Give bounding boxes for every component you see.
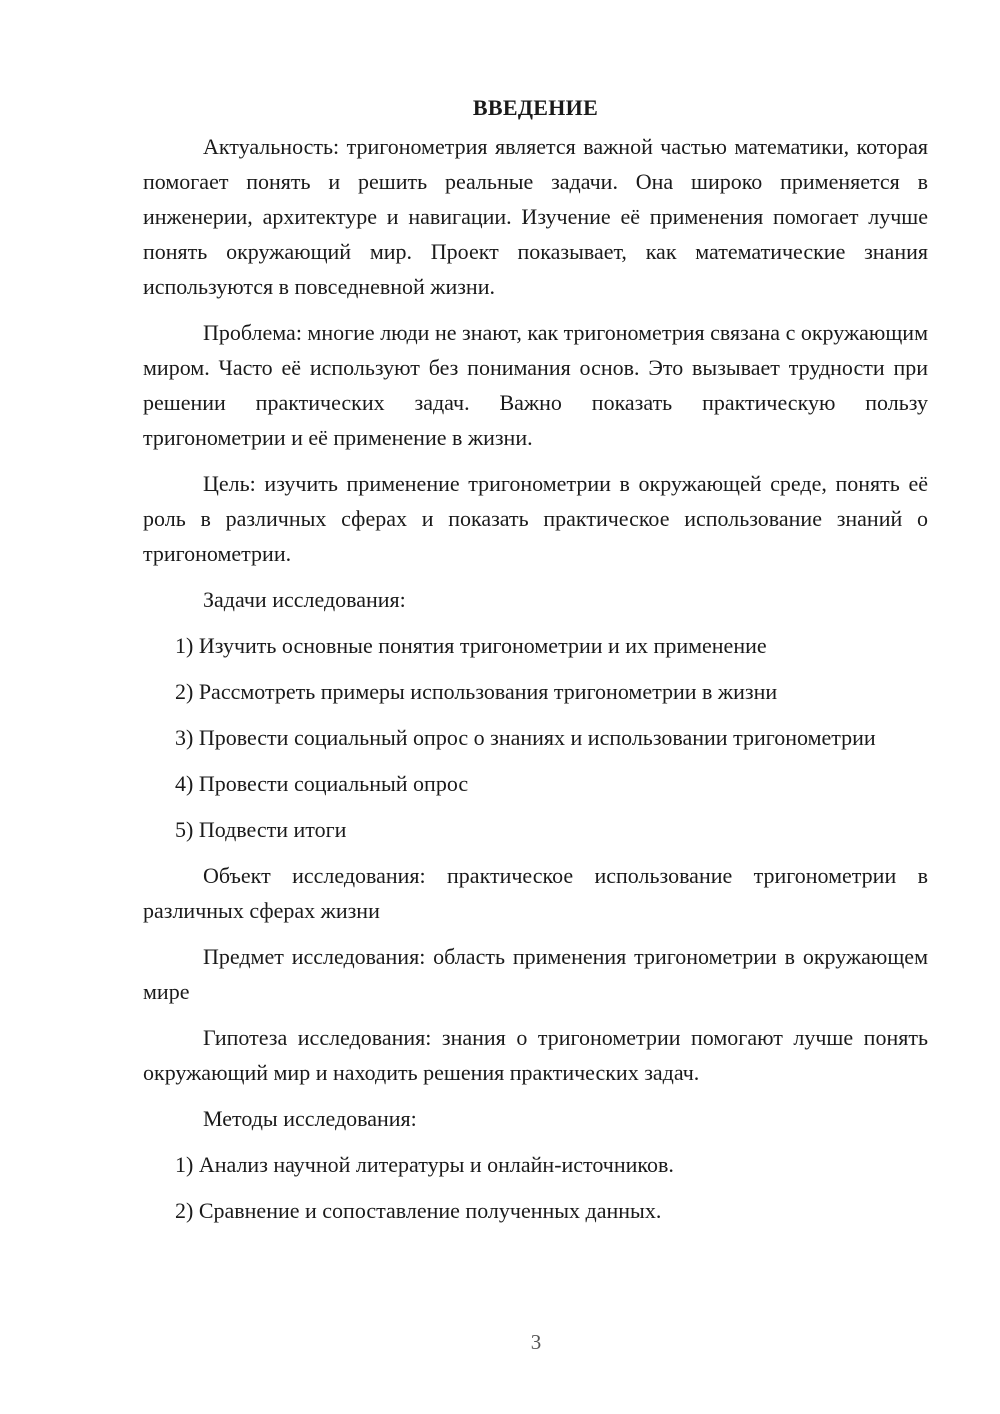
section-title: ВВЕДЕНИЕ: [472, 95, 599, 120]
task-item: 2) Рассмотреть примеры использования тригонометрии в жизни: [175, 679, 778, 704]
relevance-paragraph: Актуальность: тригонометрия является важной частью математики, которая помогает понять и решить реальные задачи. Она широко применяется в инженерии, архитектуре и навигации. Изучение её применения помогает лучше понять окружающий мир. Проект показывает, как математические знания используются в повседневной жизни.: [143, 134, 928, 299]
task-item: 5) Подвести итоги: [175, 817, 347, 842]
page-number: 3: [530, 1330, 542, 1354]
document-page: [143, 90, 928, 1239]
object-paragraph: Объект исследования: практическое использование тригонометрии в различных сферах жизни: [143, 863, 928, 923]
problem-paragraph: Проблема: многие люди не знают, как тригонометрия связана с окружающим миром. Часто её используют без понимания основ. Это вызывает трудности при решении практических задач. Важно показать практическую пользу тригонометрии и её применение в жизни.: [143, 320, 928, 450]
tasks-heading: Задачи исследования:: [203, 587, 406, 612]
method-item: 1) Анализ научной литературы и онлайн-источников.: [175, 1152, 674, 1177]
goal-paragraph: Цель: изучить применение тригонометрии в окружающей среде, понять её роль в различных сферах и показать практическое использование знаний о тригонометрии.: [143, 471, 928, 566]
subject-paragraph: Предмет исследования: область применения тригонометрии в окружающем мире: [143, 944, 928, 1004]
method-item: 2) Сравнение и сопоставление полученных данных.: [175, 1198, 662, 1223]
methods-heading: Методы исследования:: [203, 1106, 417, 1131]
task-item: 4) Провести социальный опрос: [175, 771, 469, 796]
task-item: 1) Изучить основные понятия тригонометрии и их применение: [175, 633, 767, 658]
task-item: 3) Провести социальный опрос о знаниях и использовании тригонометрии: [175, 725, 876, 750]
hypothesis-paragraph: Гипотеза исследования: знания о тригонометрии помогают лучше понять окружающий мир и находить решения практических задач.: [143, 1025, 928, 1085]
